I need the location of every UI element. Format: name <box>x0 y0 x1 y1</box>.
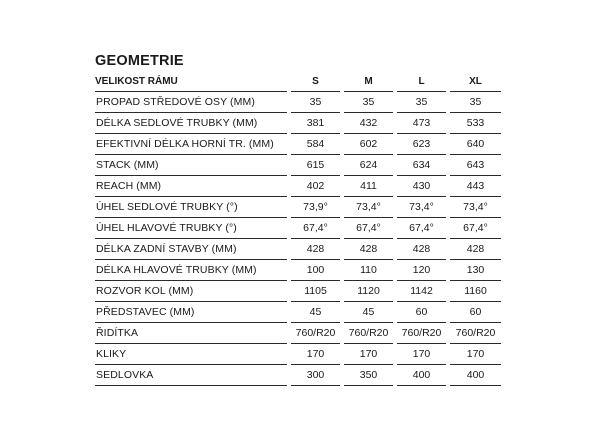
cell-value-m: 45 <box>342 302 395 323</box>
cell-value-m: 350 <box>342 365 395 386</box>
cell-value-xl: 1160 <box>448 281 501 302</box>
cell-value-xl: 170 <box>448 344 501 365</box>
cell-value-xl: 428 <box>448 239 501 260</box>
table-row <box>95 92 501 113</box>
cell-value-m: 432 <box>342 113 395 134</box>
cell-value-m: 602 <box>342 134 395 155</box>
cell-value-s: 45 <box>289 302 342 323</box>
cell-value-l: 473 <box>395 113 448 134</box>
cell-value-m: 624 <box>342 155 395 176</box>
cell-value-s: 100 <box>289 260 342 281</box>
cell-value-m: 760/R20 <box>342 323 395 344</box>
row-label: REACH (MM) <box>95 176 289 197</box>
cell-value-s: 402 <box>289 176 342 197</box>
table-row <box>95 365 501 386</box>
cell-value-m: 428 <box>342 239 395 260</box>
cell-value-s: 35 <box>289 92 342 113</box>
cell-value-l: 634 <box>395 155 448 176</box>
cell-value-xl: 640 <box>448 134 501 155</box>
table-row <box>95 344 501 365</box>
row-label: SEDLOVKA <box>95 365 289 386</box>
cell-value-m: 411 <box>342 176 395 197</box>
table-row <box>95 155 501 176</box>
cell-value-m: 1120 <box>342 281 395 302</box>
cell-value-l: 120 <box>395 260 448 281</box>
row-label: ŘIDÍTKA <box>95 323 289 344</box>
cell-value-xl: 400 <box>448 365 501 386</box>
cell-value-xl: 760/R20 <box>448 323 501 344</box>
cell-value-l: 428 <box>395 239 448 260</box>
row-label: KLIKY <box>95 344 289 365</box>
cell-value-s: 300 <box>289 365 342 386</box>
cell-value-s: 67,4° <box>289 218 342 239</box>
cell-value-l: 400 <box>395 365 448 386</box>
cell-value-l: 67,4° <box>395 218 448 239</box>
cell-value-l: 35 <box>395 92 448 113</box>
cell-value-l: 760/R20 <box>395 323 448 344</box>
cell-value-l: 430 <box>395 176 448 197</box>
row-label: PŘEDSTAVEC (MM) <box>95 302 289 323</box>
cell-value-l: 73,4° <box>395 197 448 218</box>
cell-value-s: 1105 <box>289 281 342 302</box>
cell-value-xl: 73,4° <box>448 197 501 218</box>
cell-value-xl: 533 <box>448 113 501 134</box>
cell-value-l: 170 <box>395 344 448 365</box>
table-row <box>95 134 501 155</box>
cell-value-s: 615 <box>289 155 342 176</box>
cell-value-s: 584 <box>289 134 342 155</box>
page-title: GEOMETRIE <box>95 53 184 69</box>
cell-value-xl: 67,4° <box>448 218 501 239</box>
cell-value-m: 73,4° <box>342 197 395 218</box>
cell-value-xl: 60 <box>448 302 501 323</box>
geometry-sheet <box>95 52 501 386</box>
cell-value-s: 381 <box>289 113 342 134</box>
cell-value-m: 67,4° <box>342 218 395 239</box>
column-header-l: L <box>395 71 448 92</box>
cell-value-s: 170 <box>289 344 342 365</box>
geometry-table <box>95 71 501 386</box>
table-row <box>95 281 501 302</box>
row-label: DÉLKA HLAVOVÉ TRUBKY (MM) <box>95 260 289 281</box>
table-header-row <box>95 71 501 92</box>
cell-value-xl: 443 <box>448 176 501 197</box>
cell-value-xl: 130 <box>448 260 501 281</box>
table-row <box>95 197 501 218</box>
row-label: PROPAD STŘEDOVÉ OSY (MM) <box>95 92 289 113</box>
cell-value-s: 73,9° <box>289 197 342 218</box>
column-header-frame-size: VELIKOST RÁMU <box>95 71 289 92</box>
cell-value-m: 170 <box>342 344 395 365</box>
row-label: EFEKTIVNÍ DÉLKA HORNÍ TR. (MM) <box>95 134 289 155</box>
column-header-m: M <box>342 71 395 92</box>
cell-value-l: 60 <box>395 302 448 323</box>
row-label: ÚHEL HLAVOVÉ TRUBKY (°) <box>95 218 289 239</box>
row-label: DÉLKA SEDLOVÉ TRUBKY (MM) <box>95 113 289 134</box>
cell-value-xl: 643 <box>448 155 501 176</box>
table-row <box>95 218 501 239</box>
row-label: STACK (MM) <box>95 155 289 176</box>
cell-value-xl: 35 <box>448 92 501 113</box>
table-row <box>95 260 501 281</box>
row-label: DÉLKA ZADNÍ STAVBY (MM) <box>95 239 289 260</box>
cell-value-m: 110 <box>342 260 395 281</box>
cell-value-l: 1142 <box>395 281 448 302</box>
table-row <box>95 113 501 134</box>
cell-value-s: 428 <box>289 239 342 260</box>
cell-value-s: 760/R20 <box>289 323 342 344</box>
table-row <box>95 323 501 344</box>
cell-value-m: 35 <box>342 92 395 113</box>
table-row <box>95 302 501 323</box>
row-label: ÚHEL SEDLOVÉ TRUBKY (°) <box>95 197 289 218</box>
row-label: ROZVOR KOL (MM) <box>95 281 289 302</box>
column-header-s: S <box>289 71 342 92</box>
cell-value-l: 623 <box>395 134 448 155</box>
table-row <box>95 176 501 197</box>
column-header-xl: XL <box>448 71 501 92</box>
table-row <box>95 239 501 260</box>
